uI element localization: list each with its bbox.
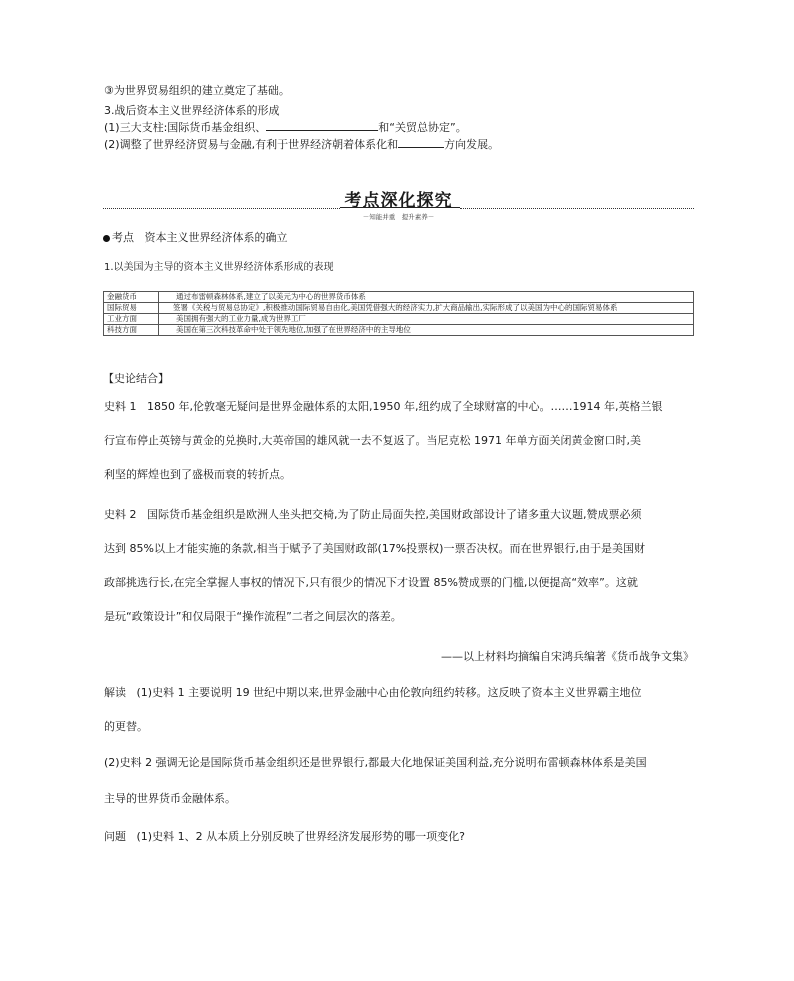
point-title: 资本主义世界经济体系的确立	[144, 231, 288, 244]
table-key: 国际贸易	[104, 303, 159, 314]
table-value	[159, 303, 694, 314]
table-value	[159, 325, 694, 336]
table-key: 科技方面	[104, 325, 159, 336]
divider	[460, 208, 694, 209]
question-label: 问题	[104, 830, 126, 843]
table-value-text: 美国在第三次科技革命中处于领先地位,加强了在世界经济中的主导地位	[176, 325, 411, 334]
bullet-icon	[103, 235, 110, 242]
divider	[103, 208, 340, 209]
point-label: 考点	[112, 231, 134, 244]
source-2-line: 政部挑选行长,在完全掌握人事权的情况下,只有很少的情况下才设置 85%赞成票的门槛,以便提高“效率”。这就	[104, 576, 638, 589]
text-segment: 和“关贸总协定”。	[378, 121, 467, 134]
source-1-line: 利坚的辉煌也到了盛极而衰的转折点。	[104, 468, 291, 481]
shilun-heading: 【史论结合】	[103, 372, 169, 385]
table-value	[159, 314, 694, 325]
source-text: 1850 年,伦敦毫无疑问是世界金融体系的太阳,1950 年,纽约成了全球财富的中心。……1914 年,英格兰银	[147, 400, 663, 413]
subheading: 3.战后资本主义世界经济体系的形成	[104, 104, 280, 117]
text-line	[104, 119, 467, 135]
answer-blank[interactable]	[266, 120, 378, 131]
interpretation-text: (1)史料 1 主要说明 19 世纪中期以来,世界金融中心由伦敦向纽约转移。这反映了资本主义世界霸主地位	[136, 686, 642, 699]
interpretation-label: 解读	[104, 686, 126, 699]
table-value-text: 签署《关税与贸易总协定》,积极推动国际贸易自由化,美国凭借强大的经济实力,扩大商品输出,实际形成了以美国为中心的国际贸易体系	[173, 303, 618, 312]
text-segment: (1)三大支柱:国际货币基金组织、	[104, 121, 267, 134]
table-value-text: 通过布雷顿森林体系,建立了以美元为中心的世界货币体系	[176, 292, 366, 301]
section-subtitle-wrap	[103, 212, 694, 221]
citation: ——以上材料均摘编自宋鸿兵编著《货币战争文集》	[441, 650, 694, 663]
source-label: 史料 1	[104, 400, 137, 413]
source-text: 国际货币基金组织是欧洲人坐头把交椅,为了防止局面失控,美国财政部设计了诸多重大议题,赞成票必须	[147, 508, 642, 521]
table-row	[104, 325, 694, 336]
text-line	[104, 136, 499, 152]
table-row	[104, 314, 694, 325]
interpretation-line: 主导的世界货币金融体系。	[104, 792, 236, 805]
interpretation-line	[104, 681, 642, 705]
source-1-line: 行宣布停止英镑与黄金的兑换时,大英帝国的雄风就一去不复返了。当尼克松 1971 年单方面关闭黄金窗口时,美	[104, 434, 641, 447]
question-text: (1)史料 1、2 从本质上分别反映了世界经济发展形势的哪一项变化?	[136, 830, 465, 843]
question-line	[104, 825, 465, 849]
source-label: 史料 2	[104, 508, 137, 521]
table-row	[104, 303, 694, 314]
section-title: 考点深化探究	[344, 191, 453, 211]
source-2-line	[104, 503, 642, 527]
text-line: ③为世界贸易组织的建立奠定了基础。	[104, 84, 290, 97]
divider	[340, 207, 460, 208]
source-2-line: 达到 85%以上才能实施的条款,相当于赋予了美国财政部(17%投票权)一票否决权。而在世界银行,由于是美国财	[104, 542, 645, 555]
text-segment: (2)调整了世界经济贸易与金融,有利于世界经济朝着体系化和	[104, 138, 399, 151]
interpretation-line: 的更替。	[104, 720, 148, 733]
info-table	[103, 291, 694, 336]
source-1-line	[104, 395, 662, 419]
point-heading	[103, 229, 288, 245]
section-subtitle: －知能并重 提升素养－	[362, 213, 435, 221]
text-segment: 方向发展。	[444, 138, 500, 151]
table-value-text: 美国拥有强大的工业力量,成为世界工厂	[176, 314, 306, 323]
table-key: 金融货币	[104, 292, 159, 303]
table-key: 工业方面	[104, 314, 159, 325]
answer-blank[interactable]	[398, 137, 444, 148]
table-value	[159, 292, 694, 303]
source-2-line: 是玩“政策设计”和仅局限于“操作流程”二者之间层次的落差。	[104, 610, 402, 623]
item-heading: 1.以美国为主导的资本主义世界经济体系形成的表现	[104, 262, 334, 273]
interpretation-line: (2)史料 2 强调无论是国际货币基金组织还是世界银行,都最大化地保证美国利益,充分说明布雷顿森林体系是美国	[104, 756, 647, 769]
table-row	[104, 292, 694, 303]
